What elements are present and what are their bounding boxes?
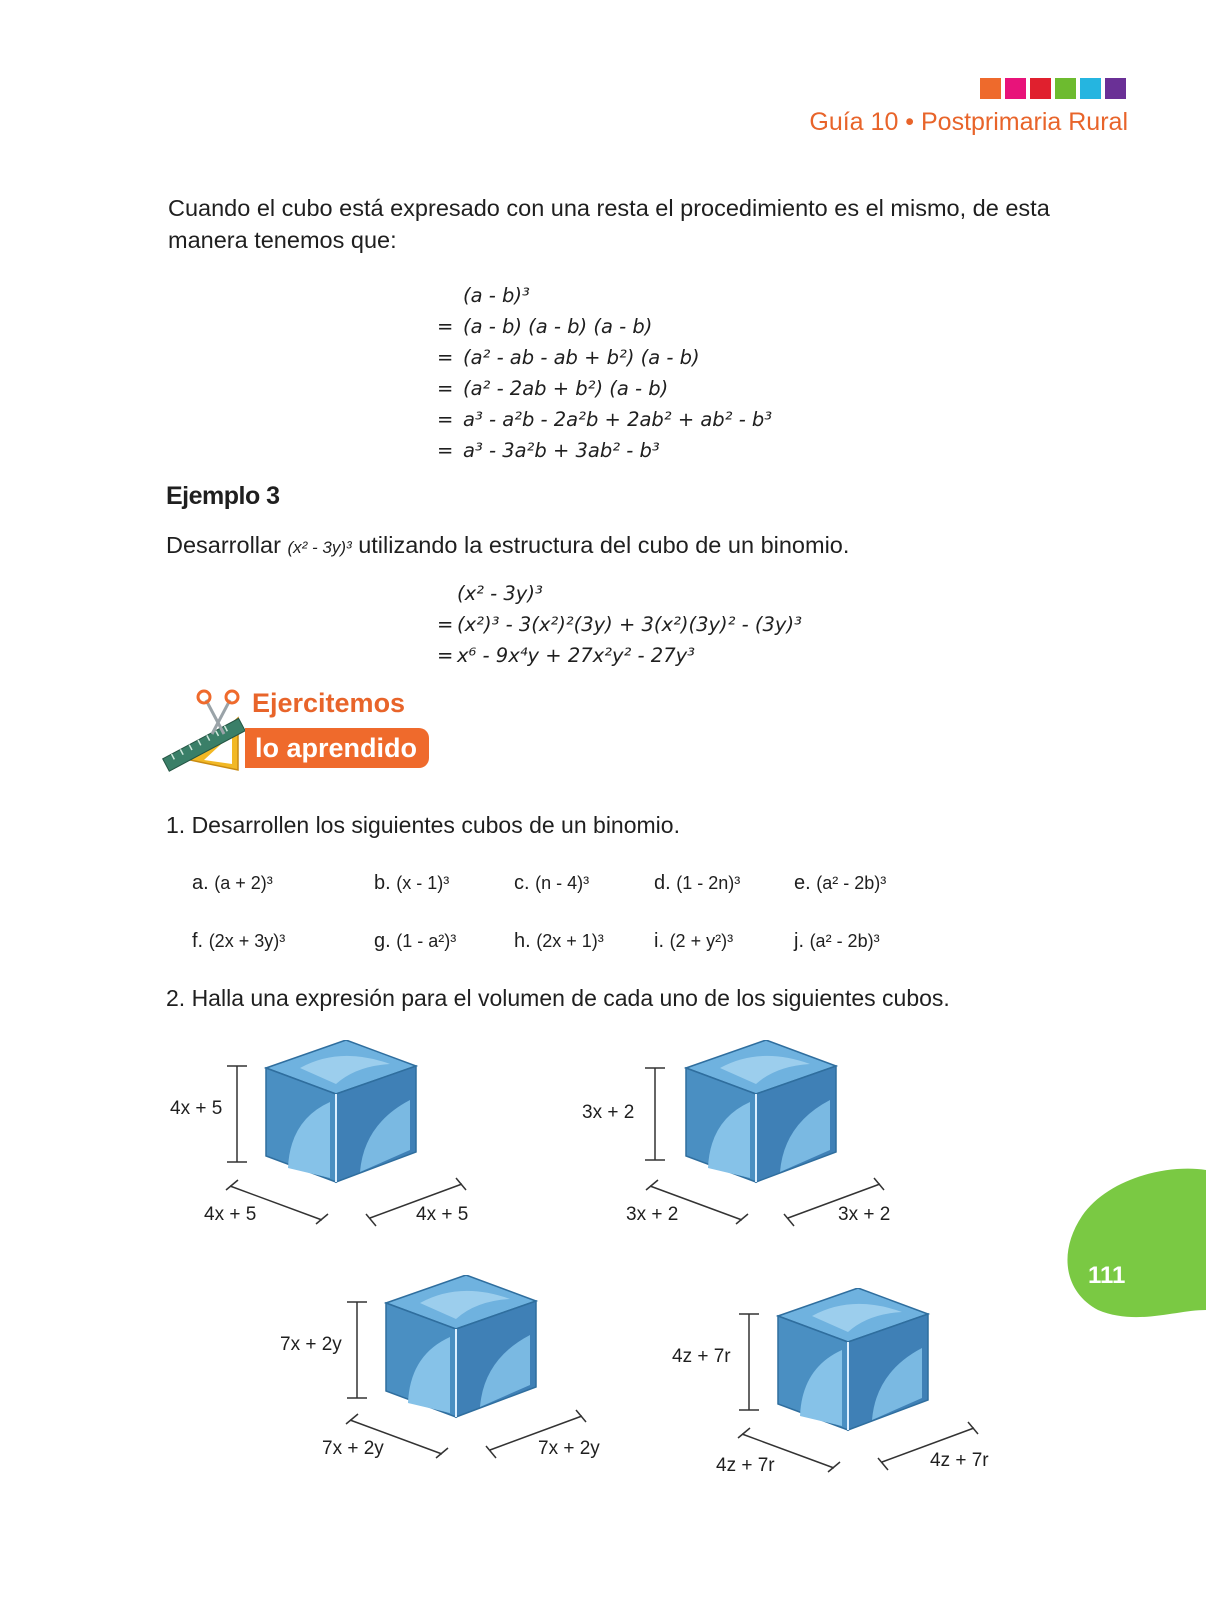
item-expr: (a + 2)³ [214,873,273,893]
equals-sign: = [437,346,454,369]
dimension-line-vertical [342,1298,372,1402]
cube-2-illustration [680,1040,840,1185]
item-expr: (a² - 2b)³ [809,931,880,951]
color-swatch-bar [980,78,1126,99]
cube-4-left-label: 4z + 7r [716,1455,775,1476]
statement-expr: (x² - 3y)³ [287,538,352,557]
item-letter: b. [374,872,391,894]
example-3-statement [166,532,849,559]
example-step [437,609,802,640]
cube-3-illustration [380,1275,540,1420]
expansion-row [437,342,772,373]
example-3-steps [437,578,802,671]
exercise-item [514,872,589,895]
cube-3-left-label: 7x + 2y [322,1438,384,1459]
cube-1-height-label: 4x + 5 [170,1098,223,1119]
exercise-banner-subtitle: lo aprendido [245,728,429,768]
equals-sign: = [437,644,454,667]
expansion-a-minus-b [437,280,772,466]
cube-4-height-label: 4z + 7r [672,1346,731,1367]
swatch-orange [980,78,1001,99]
cube-2-left-label: 3x + 2 [626,1204,679,1225]
exercise-item [654,930,733,953]
item-letter: h. [514,930,531,952]
page-number-tab [1058,1168,1206,1318]
exercise-item [514,930,604,953]
expansion-row [437,311,772,342]
equals-sign: = [437,408,454,431]
cube-1-illustration [260,1040,420,1185]
example-3-heading: Ejemplo 3 [166,482,280,510]
swatch-cyan [1080,78,1101,99]
guide-title: Guía 10 • Postprimaria Rural [809,108,1128,136]
cube-3-right-label: 7x + 2y [538,1438,600,1459]
dimension-line-vertical [734,1310,764,1414]
expansion-expr: (a² - 2ab + b²) (a - b) [463,377,669,400]
example-step [437,640,802,671]
expansion-row [437,435,772,466]
expansion-row [437,404,772,435]
swatch-red [1030,78,1051,99]
item-expr: (n - 4)³ [535,873,590,893]
question-2: 2. Halla una expresión para el volumen de cada uno de los siguientes cubos. [166,985,950,1011]
item-letter: g. [374,930,391,952]
swatch-magenta [1005,78,1026,99]
cube-2-height-label: 3x + 2 [582,1102,635,1123]
equals-sign: = [437,439,454,462]
equals-sign: = [437,377,454,400]
item-letter: j. [794,930,804,952]
item-letter: d. [654,872,671,894]
page-number: 111 [1088,1262,1126,1289]
expansion-expr: a³ - a²b - 2a²b + 2ab² + ab² - b³ [463,408,773,431]
exercise-item [374,930,456,953]
cube-4-right-label: 4z + 7r [930,1450,989,1471]
dimension-line-vertical [640,1064,670,1164]
expansion-expr: a³ - 3a²b + 3ab² - b³ [463,439,660,462]
item-expr: (1 - 2n)³ [676,873,741,893]
cube-4-illustration [772,1288,932,1433]
item-letter: f. [192,930,204,952]
step-expr: (x²)³ - 3(x²)²(3y) + 3(x²)(3y)² - (3y)³ [457,613,802,636]
question-1: 1. Desarrollen los siguientes cubos de un binomio. [166,812,680,838]
item-letter: a. [192,872,209,894]
item-expr: (2 + y²)³ [669,931,734,951]
step-expr: x⁶ - 9x⁴y + 27x²y² - 27y³ [457,644,695,667]
expansion-expr: (a - b)³ [463,284,530,307]
swatch-green [1055,78,1076,99]
item-expr: (2x + 3y)³ [208,931,286,951]
example-step [437,578,802,609]
expansion-row [437,373,772,404]
cube-2-right-label: 3x + 2 [838,1204,891,1225]
item-expr: (2x + 1)³ [536,931,604,951]
cube-1-left-label: 4x + 5 [204,1204,257,1225]
statement-post: utilizando la estructura del cubo de un binomio. [358,532,850,558]
item-expr: (a² - 2b)³ [816,873,887,893]
item-expr: (1 - a²)³ [396,931,457,951]
item-letter: i. [654,930,664,952]
step-expr: (x² - 3y)³ [457,582,543,605]
item-letter: e. [794,872,811,894]
equals-sign: = [437,613,454,636]
cube-3-height-label: 7x + 2y [280,1334,342,1355]
exercise-item [654,872,740,895]
exercise-item [192,872,273,895]
item-letter: c. [514,872,530,894]
exercise-item [794,930,880,953]
expansion-expr: (a - b) (a - b) (a - b) [463,315,653,338]
exercise-banner-title: Ejercitemos [252,688,406,718]
cube-1-right-label: 4x + 5 [416,1204,469,1225]
dimension-line-vertical [222,1062,252,1166]
statement-pre: Desarrollar [166,532,281,558]
item-expr: (x - 1)³ [396,873,450,893]
expansion-row [437,280,772,311]
intro-paragraph: Cuando el cubo está expresado con una resta el procedimiento es el mismo, de esta manera tenemos que: [168,195,1050,253]
swatch-purple [1105,78,1126,99]
exercise-item [374,872,449,895]
equals-sign: = [437,315,454,338]
exercise-item [794,872,886,895]
expansion-expr: (a² - ab - ab + b²) (a - b) [463,346,700,369]
exercise-item [192,930,285,953]
